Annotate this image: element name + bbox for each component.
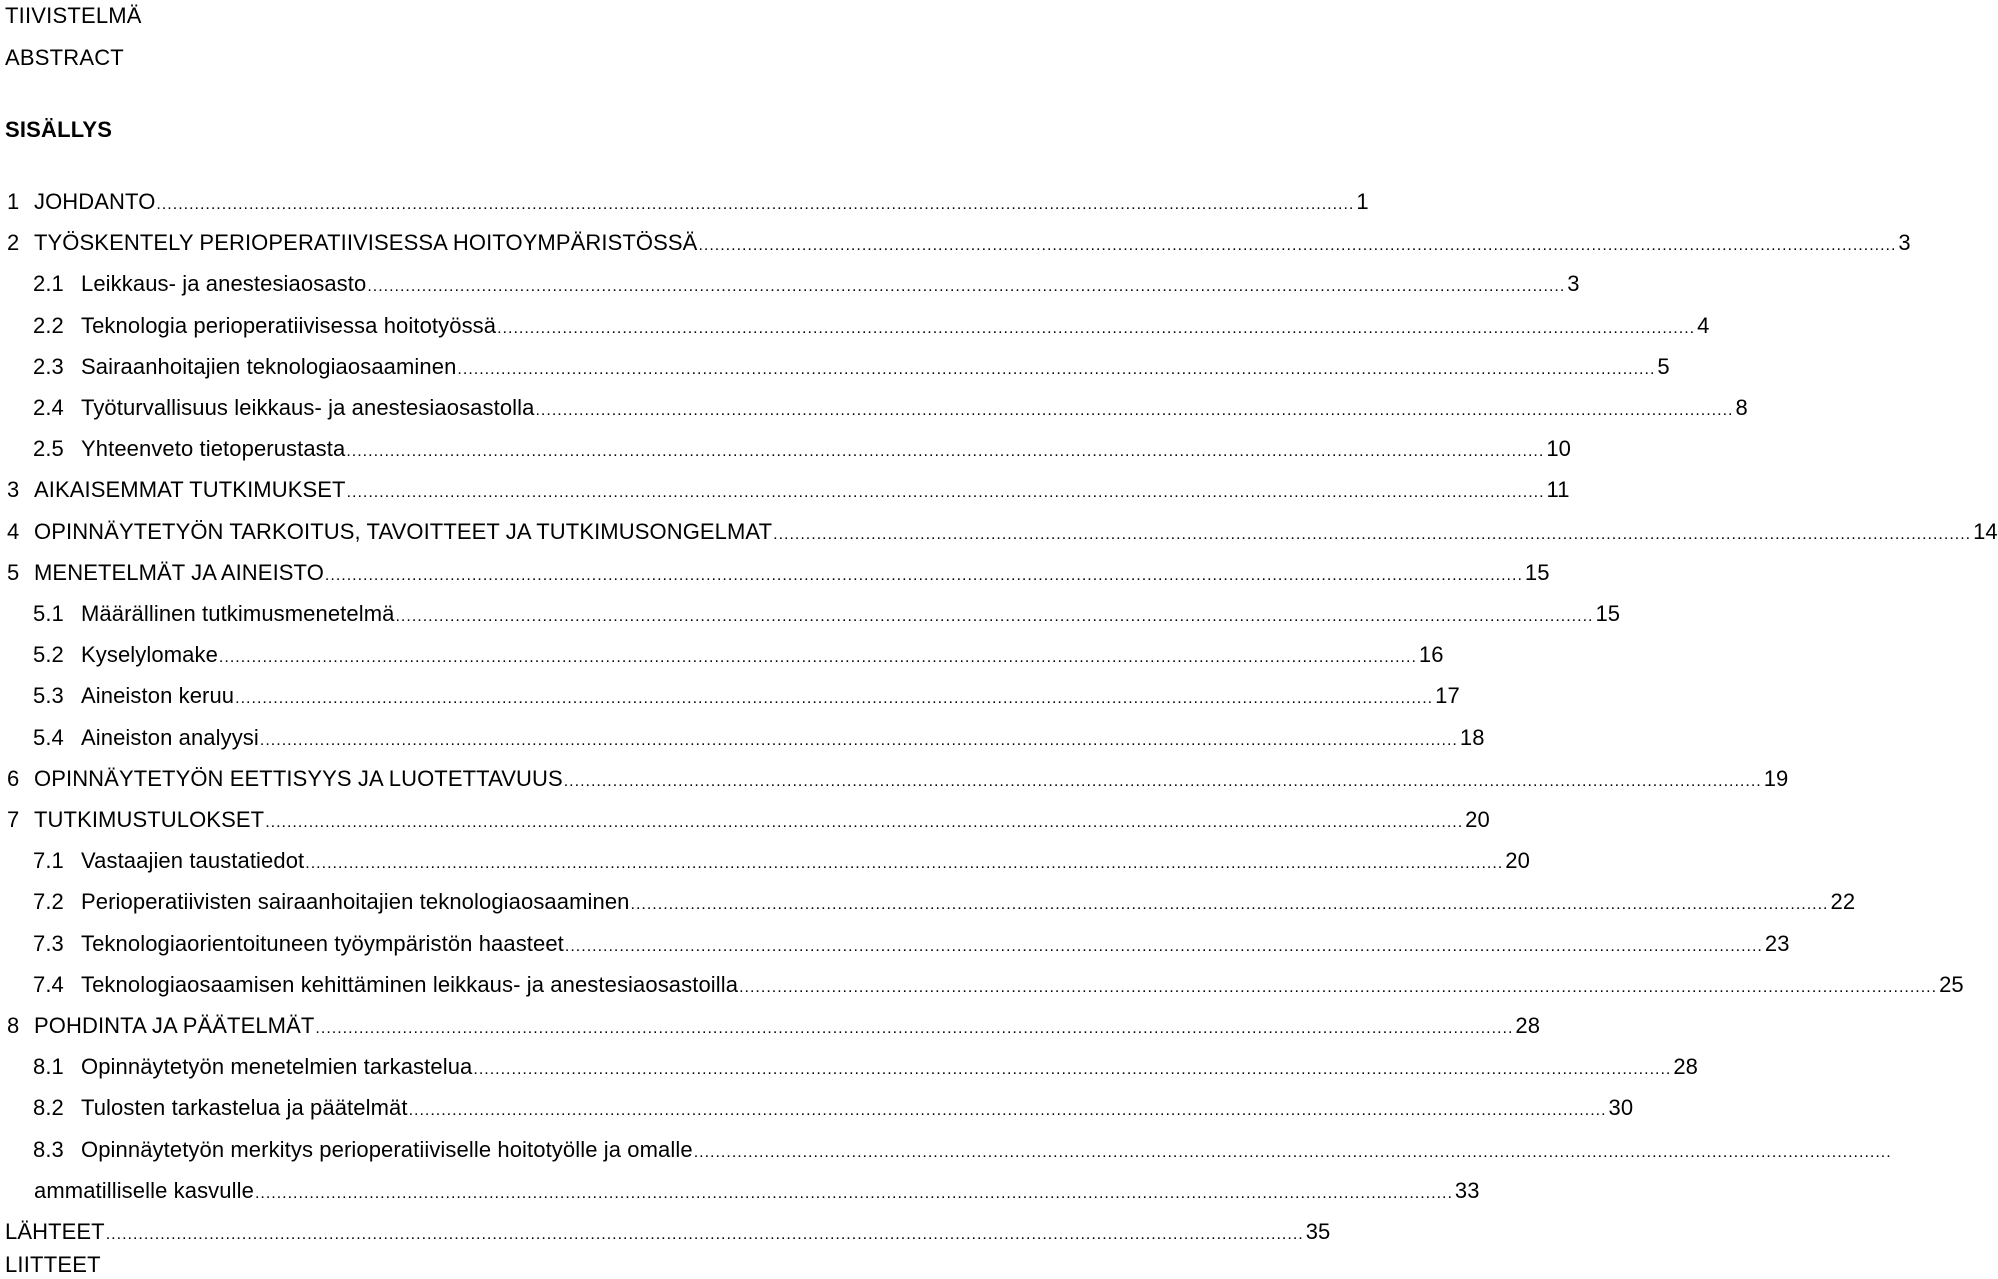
- toc-leader-dots: ............................................................................................................................................................................................................................: [156, 196, 1355, 213]
- toc-entry[interactable]: [33, 724, 1485, 752]
- toc-entry-title: TUTKIMUSTULOKSET: [34, 807, 265, 832]
- toc-entry-number: 5.2: [33, 642, 64, 668]
- toc-entry[interactable]: [33, 312, 1710, 340]
- toc-entry-page-number: 16: [1418, 642, 1444, 668]
- toc-leader-dots: ............................................................................................................................................................................................................................: [693, 1143, 1892, 1161]
- toc-entry-page-number: 11: [1546, 477, 1570, 503]
- toc-entry-title: Aineiston analyysi: [81, 724, 259, 750]
- toc-entry-page-number: 25: [1939, 971, 1964, 997]
- toc-entry[interactable]: [33, 847, 1530, 875]
- toc-entry-page-number: 19: [1763, 765, 1789, 791]
- toc-entry-title: Teknologiaosaamisen kehittäminen leikkaus- ja anestesiaosastoilla: [81, 971, 739, 997]
- toc-leader-dots: ............................................................................................................................................................................................................................: [457, 360, 1656, 378]
- toc-entry-page-number: 33: [1454, 1177, 1480, 1203]
- toc-entry-number: 1: [7, 189, 20, 214]
- toc-entry[interactable]: [7, 518, 1998, 546]
- toc-entry-number: 2.3: [33, 353, 64, 379]
- toc-entry[interactable]: [33, 353, 1670, 381]
- toc-entry-title: Sairaanhoitajien teknologiaosaaminen: [81, 353, 457, 379]
- toc-entry-title: Leikkaus- ja anestesiaosasto: [81, 271, 367, 297]
- toc-leader-dots: ............................................................................................................................................................................................................................: [254, 1184, 1453, 1202]
- toc-entry[interactable]: [7, 559, 1550, 587]
- toc-entry-number: 2.2: [33, 312, 64, 338]
- toc-entry-page-number: 8: [1735, 395, 1748, 420]
- toc-leader-dots: ............................................................................................................................................................................................................................: [265, 814, 1464, 831]
- toc-entry-number: 5.1: [33, 601, 64, 626]
- toc-leader-dots: ............................................................................................................................................................................................................................: [235, 690, 1434, 708]
- heading-liitteet: LIITTEET: [5, 1252, 101, 1277]
- toc-entry-number: 5.3: [33, 683, 64, 709]
- heading-tiivistelma: TIIVISTELMÄ: [5, 3, 142, 28]
- toc-entry-page-number: 22: [1830, 889, 1856, 915]
- toc-entry-number: 2.4: [33, 395, 64, 420]
- toc-leader-dots: ............................................................................................................................................................................................................................: [739, 978, 1938, 996]
- toc-entry-page-number: 30: [1608, 1095, 1634, 1121]
- toc-leader-dots: ............................................................................................................................................................................................................................: [408, 1102, 1607, 1120]
- toc-entry[interactable]: [7, 765, 1789, 793]
- toc-leader-dots: ............................................................................................................................................................................................................................: [259, 731, 1458, 749]
- toc-entry-number: 7.2: [33, 889, 64, 915]
- heading-abstract: ABSTRACT: [5, 45, 124, 70]
- toc-entry[interactable]: [33, 1136, 1892, 1164]
- toc-entry-page-number: 15: [1595, 601, 1621, 626]
- toc-entry[interactable]: [7, 476, 1570, 504]
- toc-entry-title: Määrällinen tutkimusmenetelmä: [81, 601, 395, 626]
- toc-entry-title: Yhteenveto tietoperustasta: [81, 436, 346, 462]
- toc-leader-dots: ............................................................................................................................................................................................................................: [563, 772, 1762, 790]
- toc-entry-number: 7: [7, 807, 20, 832]
- toc-entry-number: 6: [7, 765, 20, 791]
- toc-entry[interactable]: [33, 971, 1964, 999]
- toc-entry-number: 8: [7, 1013, 20, 1038]
- toc-entry-page-number: 18: [1459, 724, 1485, 750]
- toc-entry-title: JOHDANTO: [34, 189, 156, 214]
- toc-entry-number: 2.1: [33, 271, 64, 297]
- toc-entry-title: Opinnäytetyön merkitys perioperatiiviselle hoitotyölle ja omalle: [81, 1136, 693, 1162]
- toc-entry-number: 3: [7, 477, 20, 503]
- toc-leader-dots: ............................................................................................................................................................................................................................: [346, 443, 1545, 461]
- toc-entry[interactable]: [33, 435, 1571, 463]
- toc-entry-title: Teknologia perioperatiivisessa hoitotyössä: [81, 312, 497, 338]
- toc-entry[interactable]: [33, 394, 1748, 422]
- toc-entry[interactable]: [33, 682, 1460, 710]
- toc-entry-number: 5.4: [33, 724, 64, 750]
- heading-sisallys: SISÄLLYS: [5, 117, 113, 142]
- toc-entry[interactable]: [33, 600, 1621, 628]
- toc-leader-dots: ............................................................................................................................................................................................................................: [773, 525, 1972, 543]
- toc-entry-title: OPINNÄYTETYÖN EETTISYYS JA LUOTETTAVUUS: [34, 765, 563, 791]
- toc-entry-number: 5: [7, 559, 20, 585]
- toc-entry-title: Opinnäytetyön menetelmien tarkastelua: [81, 1054, 473, 1080]
- toc-entry-number: 4: [7, 518, 20, 544]
- toc-entry[interactable]: [5, 1218, 1331, 1246]
- toc-entry-page-number: 3: [1567, 271, 1580, 297]
- toc-leader-dots: ............................................................................................................................................................................................................................: [305, 855, 1504, 873]
- toc-entry-number: 8.3: [33, 1136, 64, 1162]
- toc-entry-page-number: 28: [1673, 1054, 1699, 1080]
- toc-entry-title: LÄHTEET: [5, 1219, 105, 1244]
- toc-entry[interactable]: [33, 1094, 1634, 1122]
- toc-entry-title: MENETELMÄT JA AINEISTO: [34, 559, 324, 585]
- toc-entry-title: OPINNÄYTETYÖN TARKOITUS, TAVOITTEET JA TUTKIMUSONGELMAT: [34, 518, 773, 544]
- toc-leader-dots: ............................................................................................................................................................................................................................: [564, 937, 1763, 955]
- toc-entry-page-number: 1: [1356, 189, 1369, 214]
- toc-leader-dots: ............................................................................................................................................................................................................................: [395, 608, 1594, 625]
- toc-entry-title: ammatilliselle kasvulle: [34, 1177, 254, 1203]
- toc-entry[interactable]: [33, 641, 1444, 669]
- toc-entry-page-number: 14: [1973, 518, 1998, 544]
- toc-entry-page-number: 10: [1546, 436, 1571, 462]
- toc-entry-page-number: 20: [1505, 848, 1530, 874]
- toc-entry-page-number: 17: [1435, 683, 1460, 709]
- toc-entry-title: Työturvallisuus leikkaus- ja anestesiaosastolla: [81, 395, 535, 420]
- toc-entry-title: TYÖSKENTELY PERIOPERATIIVISESSA HOITOYMPÄRISTÖSSÄ: [34, 230, 698, 256]
- toc-leader-dots: ............................................................................................................................................................................................................................: [473, 1061, 1672, 1079]
- toc-entry-title: Vastaajien taustatiedot: [81, 848, 305, 874]
- toc-leader-dots: ............................................................................................................................................................................................................................: [535, 402, 1734, 419]
- toc-entry-title: POHDINTA JA PÄÄTELMÄT: [34, 1013, 315, 1038]
- toc-entry-title: Kyselylomake: [81, 642, 218, 668]
- toc-leader-dots: ............................................................................................................................................................................................................................: [367, 278, 1566, 296]
- toc-entry-title: Teknologiaorientoituneen työympäristön haasteet: [81, 930, 564, 956]
- toc-entry-page-number: 5: [1657, 353, 1670, 379]
- toc-entry[interactable]: [33, 930, 1790, 958]
- toc-entry-page-number: 28: [1515, 1013, 1541, 1038]
- toc-entry[interactable]: [34, 1177, 1480, 1205]
- toc-entry-page-number: 4: [1697, 312, 1710, 338]
- toc-leader-dots: ............................................................................................................................................................................................................................: [315, 1020, 1514, 1037]
- toc-entry-title: AIKAISEMMAT TUTKIMUKSET: [34, 477, 346, 503]
- toc-entry-page-number: 35: [1305, 1219, 1331, 1244]
- toc-entry-number: 2.5: [33, 436, 64, 462]
- toc-leader-dots: ............................................................................................................................................................................................................................: [698, 237, 1897, 255]
- toc-entry-page-number: 15: [1524, 559, 1550, 585]
- toc-entry-number: 7.1: [33, 848, 64, 874]
- toc-leader-dots: ............................................................................................................................................................................................................................: [218, 649, 1417, 667]
- toc-entry[interactable]: [33, 1053, 1699, 1081]
- toc-entry-number: 7.4: [33, 971, 64, 997]
- toc-entry-page-number: 23: [1764, 930, 1790, 956]
- toc-entry-number: 8.2: [33, 1095, 64, 1121]
- toc-leader-dots: ............................................................................................................................................................................................................................: [324, 566, 1523, 584]
- toc-entry-number: 2: [7, 230, 20, 256]
- toc-entry[interactable]: [7, 806, 1490, 834]
- toc-entry[interactable]: [7, 1012, 1541, 1040]
- toc-entry[interactable]: [7, 229, 1911, 257]
- toc-entry-number: 7.3: [33, 930, 64, 956]
- toc-entry-page-number: 3: [1898, 230, 1911, 256]
- toc-entry-title: Tulosten tarkastelua ja päätelmät: [81, 1095, 408, 1121]
- toc-entry[interactable]: [33, 888, 1856, 916]
- toc-entry-title: Perioperatiivisten sairaanhoitajien teknologiaosaaminen: [81, 889, 630, 915]
- toc-leader-dots: ............................................................................................................................................................................................................................: [346, 484, 1545, 502]
- toc-entry[interactable]: [7, 188, 1369, 216]
- toc-entry[interactable]: [33, 270, 1580, 298]
- toc-entry-page-number: 20: [1465, 807, 1490, 832]
- toc-leader-dots: ............................................................................................................................................................................................................................: [105, 1226, 1304, 1243]
- toc-entry-number: 8.1: [33, 1054, 64, 1080]
- toc-leader-dots: ............................................................................................................................................................................................................................: [497, 319, 1696, 337]
- toc-entry-title: Aineiston keruu: [81, 683, 235, 709]
- toc-leader-dots: ............................................................................................................................................................................................................................: [630, 896, 1829, 914]
